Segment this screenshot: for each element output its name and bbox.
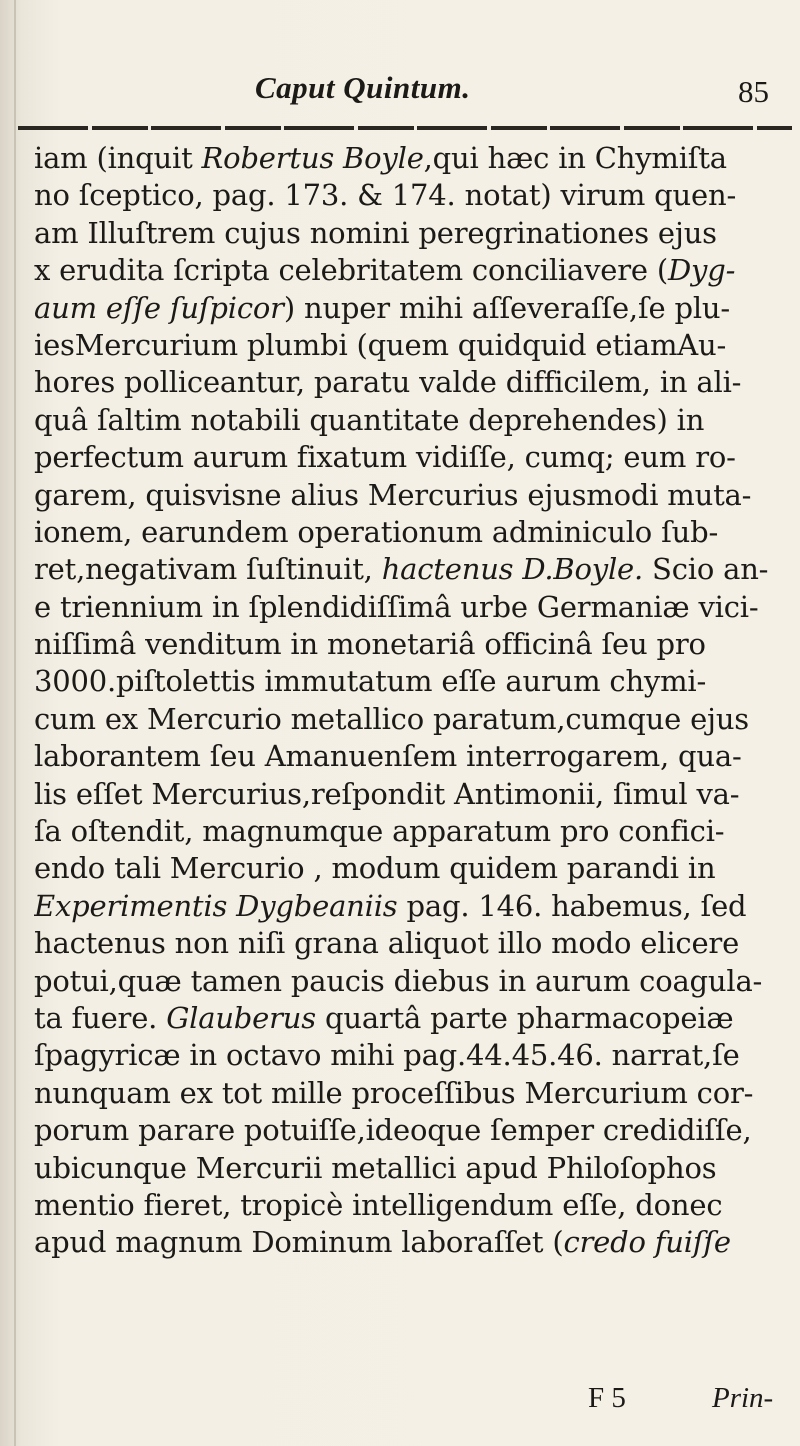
text-line: [34, 177, 790, 214]
text-segment: mentio fieret, tropicè intelligendum eſſe, donec: [34, 1187, 723, 1222]
text-line: [34, 252, 790, 289]
text-line: [34, 776, 790, 813]
signature-mark: F 5: [588, 1382, 626, 1414]
italic-segment: Dyg-: [667, 253, 736, 288]
text-line: [34, 663, 790, 700]
italic-segment: aum eſſe ſuſpicor: [34, 290, 284, 325]
text-line: [34, 477, 790, 514]
text-segment: hactenus non niſi grana aliquot illo modo elicere: [34, 926, 740, 961]
text-line: [34, 626, 790, 663]
text-segment: Scio an-: [643, 552, 769, 587]
page-number: 85: [738, 74, 769, 109]
text-segment: ſa oſtendit, magnumque apparatum pro confici-: [34, 814, 725, 849]
italic-segment: credo fuiſſe: [563, 1225, 731, 1260]
text-line: [34, 215, 790, 252]
text-line: [34, 402, 790, 439]
body-text: [34, 140, 790, 1262]
italic-segment: Experimentis Dygbeaniis: [34, 888, 398, 923]
text-segment: nunquam ex tot mille proceſſibus Mercurium cor-: [34, 1075, 754, 1110]
text-line: [34, 364, 790, 401]
text-segment: laborantem ſeu Amanuenſem interrogarem, qua-: [34, 739, 742, 774]
text-segment: iesMercurium plumbi (quem quidquid etiamAu-: [34, 327, 727, 362]
text-segment: no ſceptico, pag. 173. & 174. notat) virum quen-: [34, 178, 737, 213]
text-segment: pag. 146. habemus, ſed: [397, 888, 747, 923]
text-line: [34, 850, 790, 887]
page-header: [0, 70, 800, 110]
text-segment: porum parare potuiſſe,ideoque ſemper credidiſſe,: [34, 1113, 752, 1148]
text-segment: garem, quisvisne alius Mercurius ejusmodi muta-: [34, 477, 752, 512]
text-line: [34, 1075, 790, 1112]
text-line: [34, 963, 790, 1000]
italic-segment: Glauberus: [166, 1000, 316, 1035]
text-segment: 3000.piſtolettis immutatum eſſe aurum chymi-: [34, 664, 707, 699]
text-segment: ionem, earundem operationum adminiculo ſub-: [34, 514, 719, 549]
text-segment: lis eſſet Mercurius,reſpondit Antimonii, ſimul va-: [34, 776, 740, 811]
text-segment: quartâ parte pharmacopeiæ: [315, 1000, 734, 1035]
text-segment: quâ ſaltim notabili quantitate deprehendes) in: [34, 402, 705, 437]
italic-segment: Robertus Boyle: [201, 141, 424, 175]
text-line: [34, 1037, 790, 1074]
text-segment: hores polliceantur, paratu valde difficilem, in ali-: [34, 365, 742, 400]
text-line: [34, 551, 790, 588]
text-segment: endo tali Mercurio , modum quidem parandi in: [34, 851, 716, 886]
text-segment: cum ex Mercurio metallico paratum,cumque ejus: [34, 701, 749, 736]
text-line: [34, 1187, 790, 1224]
text-line: [34, 1000, 790, 1037]
text-line: [34, 1112, 790, 1149]
italic-segment: hactenus D.Boyle.: [381, 552, 644, 587]
text-segment: x erudita ſcripta celebritatem conciliavere (: [34, 253, 668, 288]
text-line: [34, 589, 790, 626]
text-line: [34, 1150, 790, 1187]
text-segment: ta fuere.: [34, 1000, 167, 1035]
text-segment: ubicunque Mercurii metallici apud Philoſophos: [34, 1150, 717, 1185]
text-segment: iam (inquit: [34, 141, 202, 175]
text-segment: ret,negativam ſuſtinuit,: [34, 552, 382, 587]
text-segment: perfectum aurum fixatum vidiſſe, cumq; eum ro-: [34, 440, 736, 475]
header-rule: [18, 126, 792, 130]
text-line: [34, 439, 790, 476]
text-line: [34, 701, 790, 738]
text-segment: apud magnum Dominum laboraſſet (: [34, 1225, 564, 1260]
text-line: [34, 290, 790, 327]
binding-gutter: [14, 0, 16, 1446]
text-segment: ſpagyricæ in octavo mihi pag.44.45.46. narrat,ſe: [34, 1038, 740, 1073]
text-line: [34, 925, 790, 962]
text-segment: am Illuſtrem cujus nomini peregrinationes ejus: [34, 215, 717, 250]
text-segment: e triennium in ſplendidiſſimâ urbe Germaniæ vici-: [34, 589, 759, 624]
text-line: [34, 1224, 790, 1261]
text-segment: ,qui hæc in Chymiſta: [423, 141, 727, 175]
text-segment: niſſimâ venditum in monetariâ officinâ ſeu pro: [34, 627, 706, 662]
text-segment: potui,quæ tamen paucis diebus in aurum coagula-: [34, 963, 763, 998]
text-line: [34, 888, 790, 925]
text-line: [34, 514, 790, 551]
text-line: [34, 738, 790, 775]
running-title: Caput Quintum.: [255, 70, 471, 105]
text-line: [34, 813, 790, 850]
text-segment: ) nuper mihi aſſeveraſſe,ſe plu-: [283, 290, 730, 325]
text-line: [34, 327, 790, 364]
text-line: [34, 140, 790, 177]
catchword: Prin-: [712, 1382, 774, 1414]
